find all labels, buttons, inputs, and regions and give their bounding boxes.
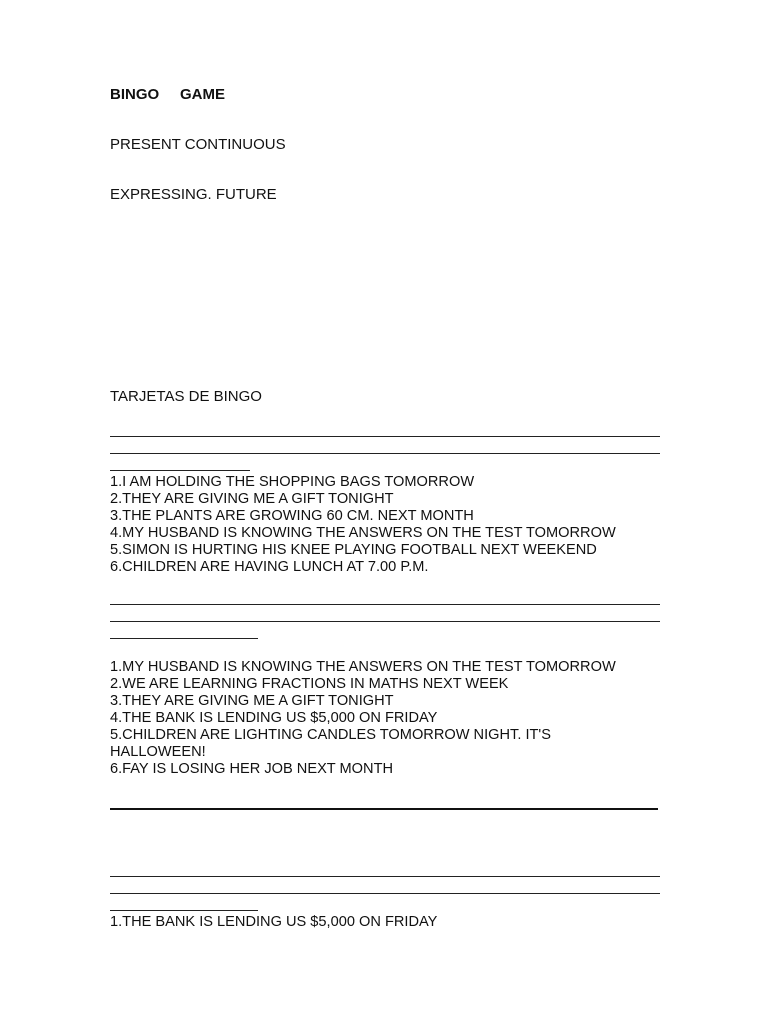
fill-line bbox=[110, 863, 660, 880]
bingo-item: 2.WE ARE LEARNING FRACTIONS IN MATHS NEXT WEEK bbox=[110, 676, 509, 692]
document-subtitle-usage: EXPRESSING. FUTURE bbox=[110, 186, 277, 203]
fill-line-short bbox=[110, 457, 660, 474]
bingo-item: 1.MY HUSBAND IS KNOWING THE ANSWERS ON THE TEST TOMORROW bbox=[110, 659, 616, 675]
bingo-card-1 bbox=[110, 423, 660, 576]
document-subtitle-tense: PRESENT CONTINUOUS bbox=[110, 136, 286, 153]
bingo-item: 3.THEY ARE GIVING ME A GIFT TONIGHT bbox=[110, 693, 394, 709]
fill-line bbox=[110, 591, 660, 608]
fill-line bbox=[110, 440, 660, 457]
section-label: TARJETAS DE BINGO bbox=[110, 388, 262, 405]
bingo-item: 4.THE BANK IS LENDING US $5,000 ON FRIDAY bbox=[110, 710, 438, 726]
bingo-item: 1.THE BANK IS LENDING US $5,000 ON FRIDAY bbox=[110, 914, 438, 930]
fill-line-short bbox=[110, 625, 660, 642]
fill-line bbox=[110, 880, 660, 897]
bingo-card-3 bbox=[110, 863, 660, 931]
bingo-item: 5.SIMON IS HURTING HIS KNEE PLAYING FOOTBALL NEXT WEEKEND bbox=[110, 542, 597, 558]
bingo-item: 6.FAY IS LOSING HER JOB NEXT MONTH bbox=[110, 761, 394, 777]
section-divider bbox=[110, 808, 658, 810]
document-page bbox=[110, 0, 660, 1024]
document-title: BINGO GAME bbox=[110, 86, 226, 103]
bingo-card-2 bbox=[110, 591, 660, 778]
bingo-item: 1.I AM HOLDING THE SHOPPING BAGS TOMORROW bbox=[110, 474, 475, 490]
bingo-item: 5.CHILDREN ARE LIGHTING CANDLES TOMORROW NIGHT. IT'S HALLOWEEN! bbox=[110, 727, 551, 760]
bingo-item: 3.THE PLANTS ARE GROWING 60 CM. NEXT MONTH bbox=[110, 508, 474, 524]
bingo-item: 4.MY HUSBAND IS KNOWING THE ANSWERS ON THE TEST TOMORROW bbox=[110, 525, 616, 541]
fill-line bbox=[110, 423, 660, 440]
fill-line bbox=[110, 608, 660, 625]
bingo-item: 2.THEY ARE GIVING ME A GIFT TONIGHT bbox=[110, 491, 394, 507]
bingo-item: 6.CHILDREN ARE HAVING LUNCH AT 7.00 P.M. bbox=[110, 559, 429, 575]
fill-line-short bbox=[110, 897, 660, 914]
spacer bbox=[110, 642, 660, 659]
